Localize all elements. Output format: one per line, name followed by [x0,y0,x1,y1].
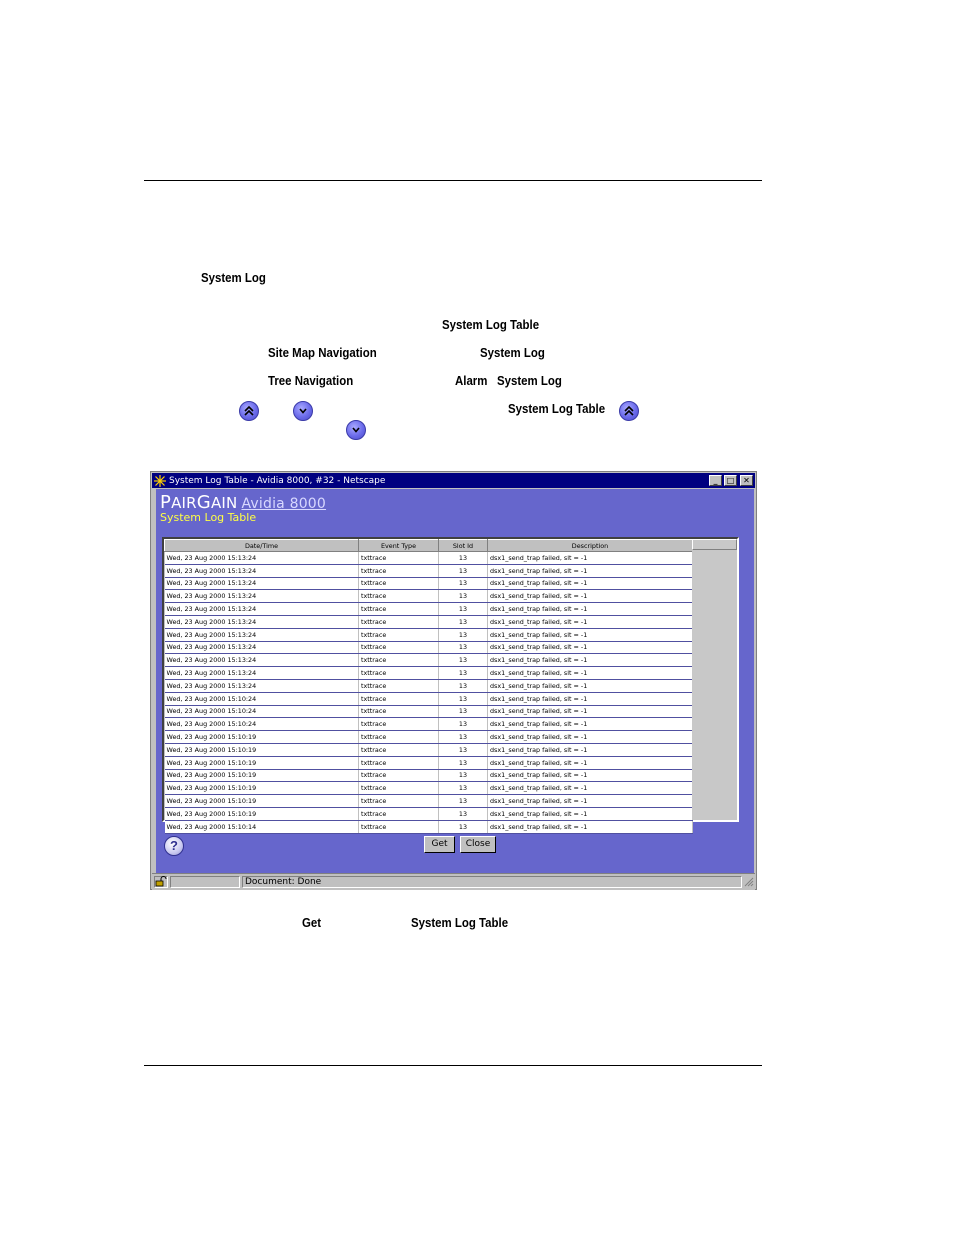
cell-slot-id: 13 [439,552,488,565]
cell-date-time: Wed, 23 Aug 2000 15:10:19 [165,743,359,756]
cell-slot-id: 13 [439,577,488,590]
table-row[interactable] [165,654,693,667]
window-title: System Log Table - Avidia 8000, #32 - Netscape [169,475,386,486]
cell-date-time: Wed, 23 Aug 2000 15:10:24 [165,718,359,731]
cell-description: dsx1_send_trap failed, slt = -1 [488,577,693,590]
cell-event-type: txttrace [359,731,439,744]
table-row[interactable] [165,795,693,808]
page-title: System Log Table [160,511,257,524]
column-header-slot-id[interactable]: Slot Id [439,540,488,552]
cell-description: dsx1_send_trap failed, slt = -1 [488,590,693,603]
table-row[interactable] [165,615,693,628]
table-row[interactable] [165,692,693,705]
cell-slot-id: 13 [439,654,488,667]
security-lock-icon[interactable] [154,876,168,888]
cell-description: dsx1_send_trap failed, slt = -1 [488,731,693,744]
table-row[interactable] [165,782,693,795]
cell-event-type: txttrace [359,564,439,577]
table-row[interactable] [165,603,693,616]
cell-date-time: Wed, 23 Aug 2000 15:10:19 [165,807,359,820]
table-row[interactable] [165,807,693,820]
column-header-description[interactable]: Description [488,540,693,552]
table-scroll-area[interactable] [692,539,737,820]
window-titlebar [152,473,755,488]
cell-slot-id: 13 [439,667,488,680]
cell-event-type: txttrace [359,807,439,820]
cell-date-time: Wed, 23 Aug 2000 15:13:24 [165,615,359,628]
cell-event-type: txttrace [359,654,439,667]
maximize-button[interactable]: □ [724,475,737,486]
line2-system-log: System Log [480,345,545,360]
line3-tree-navigation: Tree Navigation [268,373,354,388]
cell-description: dsx1_send_trap failed, slt = -1 [488,564,693,577]
chevron-down-icon [293,401,313,421]
line1-system-log-table: System Log Table [442,317,540,332]
cell-slot-id: 13 [439,718,488,731]
cell-date-time: Wed, 23 Aug 2000 15:10:19 [165,769,359,782]
line3-alarm: Alarm [455,373,488,388]
intro-system-log: System Log [201,270,266,285]
table-row[interactable] [165,679,693,692]
cell-description: dsx1_send_trap failed, slt = -1 [488,782,693,795]
cell-event-type: txttrace [359,743,439,756]
cell-date-time: Wed, 23 Aug 2000 15:10:24 [165,692,359,705]
cell-date-time: Wed, 23 Aug 2000 15:13:24 [165,667,359,680]
cell-event-type: txttrace [359,552,439,565]
help-icon[interactable]: ? [164,836,184,856]
cell-event-type: txttrace [359,679,439,692]
cell-date-time: Wed, 23 Aug 2000 15:13:24 [165,603,359,616]
table-row[interactable] [165,731,693,744]
cell-date-time: Wed, 23 Aug 2000 15:10:19 [165,782,359,795]
cell-description: dsx1_send_trap failed, slt = -1 [488,795,693,808]
cell-event-type: txttrace [359,667,439,680]
cell-event-type: txttrace [359,795,439,808]
cell-description: dsx1_send_trap failed, slt = -1 [488,667,693,680]
cell-description: dsx1_send_trap failed, slt = -1 [488,769,693,782]
close-button[interactable]: Close [460,836,496,853]
cell-event-type: txttrace [359,641,439,654]
table-row[interactable] [165,756,693,769]
table-row[interactable] [165,628,693,641]
cell-slot-id: 13 [439,756,488,769]
cell-event-type: txttrace [359,603,439,616]
cell-slot-id: 13 [439,731,488,744]
minimize-button[interactable]: _ [709,475,722,486]
table-header-row [165,540,693,552]
cell-description: dsx1_send_trap failed, slt = -1 [488,641,693,654]
chevron-down-icon [346,420,366,440]
cell-slot-id: 13 [439,743,488,756]
cell-event-type: txttrace [359,769,439,782]
product-model: Avidia 8000 [241,496,327,512]
cell-date-time: Wed, 23 Aug 2000 15:10:14 [165,820,359,833]
page-content [156,489,754,873]
cell-description: dsx1_send_trap failed, slt = -1 [488,679,693,692]
table-row[interactable] [165,590,693,603]
line4-system-log-table: System Log Table [508,401,606,416]
table-row[interactable] [165,705,693,718]
close-window-button[interactable]: ✕ [740,475,753,486]
table-row[interactable] [165,718,693,731]
cell-slot-id: 13 [439,679,488,692]
cell-date-time: Wed, 23 Aug 2000 15:13:24 [165,552,359,565]
column-header-event-type[interactable]: Event Type [359,540,439,552]
cell-description: dsx1_send_trap failed, slt = -1 [488,615,693,628]
cell-event-type: txttrace [359,628,439,641]
cell-date-time: Wed, 23 Aug 2000 15:13:24 [165,564,359,577]
cell-event-type: txttrace [359,820,439,833]
line2-site-map-navigation: Site Map Navigation [268,345,377,360]
cell-date-time: Wed, 23 Aug 2000 15:13:24 [165,577,359,590]
cell-description: dsx1_send_trap failed, slt = -1 [488,705,693,718]
cell-date-time: Wed, 23 Aug 2000 15:13:24 [165,628,359,641]
cell-slot-id: 13 [439,590,488,603]
header-rule [144,180,762,181]
cell-description: dsx1_send_trap failed, slt = -1 [488,820,693,833]
table-row[interactable] [165,769,693,782]
cell-event-type: txttrace [359,718,439,731]
cell-date-time: Wed, 23 Aug 2000 15:13:24 [165,590,359,603]
table-row[interactable] [165,564,693,577]
cell-event-type: txttrace [359,782,439,795]
resize-grip[interactable] [744,877,754,887]
cell-slot-id: 13 [439,641,488,654]
cell-slot-id: 13 [439,820,488,833]
browser-window [150,471,757,890]
cell-slot-id: 13 [439,782,488,795]
cell-slot-id: 13 [439,769,488,782]
table-row[interactable] [165,743,693,756]
table-row[interactable] [165,577,693,590]
system-log-table-frame [162,537,739,831]
cell-slot-id: 13 [439,628,488,641]
cell-event-type: txttrace [359,756,439,769]
cell-description: dsx1_send_trap failed, slt = -1 [488,692,693,705]
table-row[interactable] [165,552,693,565]
cell-date-time: Wed, 23 Aug 2000 15:10:19 [165,756,359,769]
cell-description: dsx1_send_trap failed, slt = -1 [488,743,693,756]
double-chevron-up-icon [239,401,259,421]
cell-date-time: Wed, 23 Aug 2000 15:13:24 [165,654,359,667]
cell-description: dsx1_send_trap failed, slt = -1 [488,756,693,769]
status-bar [152,873,755,890]
cell-slot-id: 13 [439,692,488,705]
cell-event-type: txttrace [359,615,439,628]
netscape-icon [154,475,166,487]
cell-description: dsx1_send_trap failed, slt = -1 [488,807,693,820]
footer-system-log-table: System Log Table [411,915,509,930]
cell-event-type: txttrace [359,590,439,603]
status-text: Document: Done [242,876,742,888]
table-row[interactable] [165,641,693,654]
cell-slot-id: 13 [439,615,488,628]
cell-event-type: txttrace [359,692,439,705]
cell-date-time: Wed, 23 Aug 2000 15:10:24 [165,705,359,718]
cell-date-time: Wed, 23 Aug 2000 15:13:24 [165,641,359,654]
progress-cell [170,876,240,888]
double-chevron-up-icon [619,401,639,421]
line3-system-log: System Log [497,373,562,388]
footer-rule [144,1065,762,1066]
cell-description: dsx1_send_trap failed, slt = -1 [488,718,693,731]
table-row[interactable] [165,667,693,680]
cell-date-time: Wed, 23 Aug 2000 15:13:24 [165,679,359,692]
system-log-table [164,539,693,834]
cell-slot-id: 13 [439,807,488,820]
cell-date-time: Wed, 23 Aug 2000 15:10:19 [165,795,359,808]
column-header-date-time[interactable]: Date/Time [165,540,359,552]
cell-description: dsx1_send_trap failed, slt = -1 [488,654,693,667]
cell-description: dsx1_send_trap failed, slt = -1 [488,552,693,565]
cell-event-type: txttrace [359,705,439,718]
cell-slot-id: 13 [439,564,488,577]
table-row[interactable] [165,820,693,833]
cell-slot-id: 13 [439,603,488,616]
cell-description: dsx1_send_trap failed, slt = -1 [488,628,693,641]
cell-slot-id: 13 [439,705,488,718]
cell-date-time: Wed, 23 Aug 2000 15:10:19 [165,731,359,744]
pairgain-logo: PAIRGAIN Avidia 8000 [160,492,327,513]
cell-slot-id: 13 [439,795,488,808]
footer-get: Get [302,915,322,930]
cell-description: dsx1_send_trap failed, slt = -1 [488,603,693,616]
cell-event-type: txttrace [359,577,439,590]
get-button[interactable]: Get [424,836,455,853]
